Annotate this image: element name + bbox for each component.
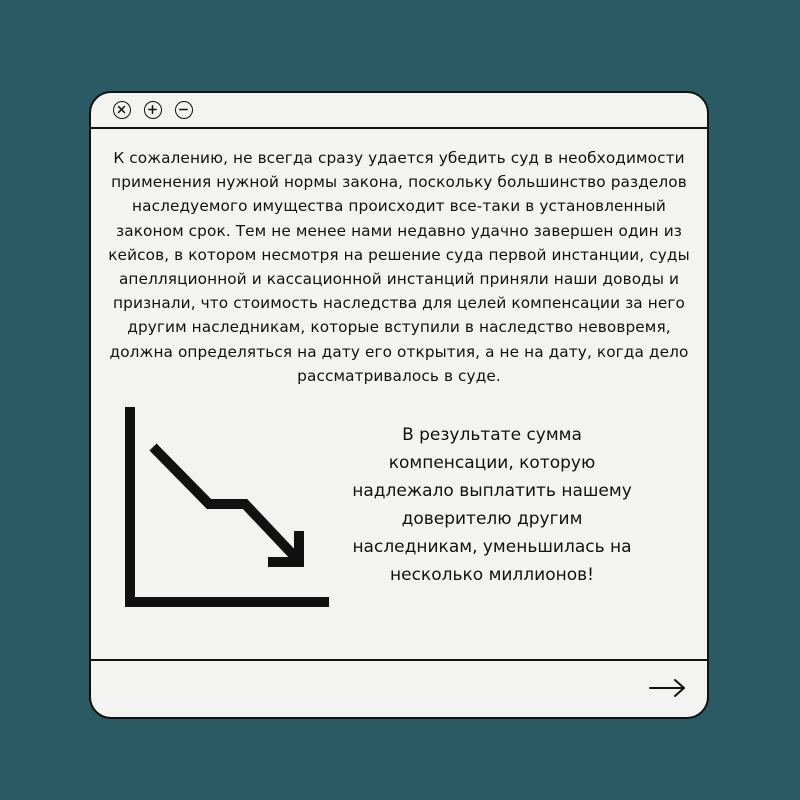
browser-window (89, 91, 709, 719)
result-text: В результате сумма компенсации, которую надлежало выплатить нашему доверителю другим наследникам, уменьшилась на несколько миллионов! (352, 425, 632, 585)
plus-icon[interactable] (144, 101, 162, 119)
title-bar (91, 93, 707, 129)
close-icon[interactable] (113, 101, 131, 119)
body-paragraph: К сожалению, не всегда сразу удается убедить суд в необходимости применения нужной нормы закона, поскольку большинство разделов наследуемого имущества происходит все-таки в установленный законом срок. Тем не менее нами недавно удачно завершен один из кейсов, в котором несмотря на решение суда первой инстанции, суды апелляционной и кассационной инстанций приняли наши доводы и признали, что стоимость наследства для целей компенсации за него другим наследникам, которые вступили в наследство невовремя, должна определяться на дату его открытия, а не на дату, когда дело рассматривалось в суде. (108, 149, 690, 385)
content-area (91, 129, 707, 661)
footer-bar (91, 659, 707, 717)
chart-decline-icon (125, 407, 335, 607)
minus-icon[interactable] (175, 101, 193, 119)
arrow-right-icon[interactable] (649, 678, 687, 698)
